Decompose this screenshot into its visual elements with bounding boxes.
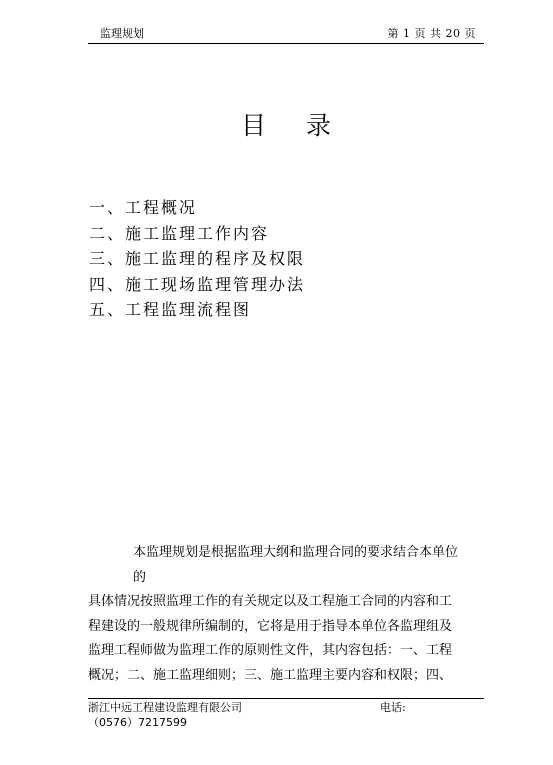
paragraph-line: 具体情况按照监理工作的有关规定以及工程施工合同的内容和工 [88, 594, 453, 609]
toc-item: 一、工程概况 [89, 198, 198, 217]
paragraph-line: 本监理规划是根据监理大纲和监理合同的要求结合本单位 [133, 545, 459, 560]
header-page-number: 第 1 页 共 20 页 [387, 27, 476, 40]
header-doc-name: 监理规划 [100, 27, 144, 40]
footer-phone-label: 电话: [380, 701, 406, 714]
toc-item: 四、施工现场监理管理办法 [89, 274, 306, 294]
toc-item: 五、工程监理流程图 [89, 300, 252, 319]
paragraph-line: 概况；二、施工监理细则；三、施工监理主要内容和权限；四、 [88, 667, 453, 683]
page-header [88, 26, 484, 44]
paragraph-line: 程建设的一般规律所编制的，它将是用于指导本单位各监理组及 [88, 618, 453, 634]
toc-item: 二、施工监理工作内容 [89, 223, 270, 243]
table-of-contents [89, 195, 305, 323]
page-title: 目录 [240, 111, 371, 140]
footer-company-name: 浙江中远工程建设监理有限公司 [88, 701, 242, 714]
intro-paragraph [88, 541, 484, 688]
footer-phone-number: （0576）7217599 [88, 716, 187, 729]
paragraph-line: 的 [133, 569, 147, 585]
paragraph-line: 监理工程师做为监理工作的原则性文件，其内容包括：一、工程 [88, 643, 453, 658]
toc-item: 三、施工监理的程序及权限 [89, 249, 306, 268]
page-footer [88, 698, 484, 729]
